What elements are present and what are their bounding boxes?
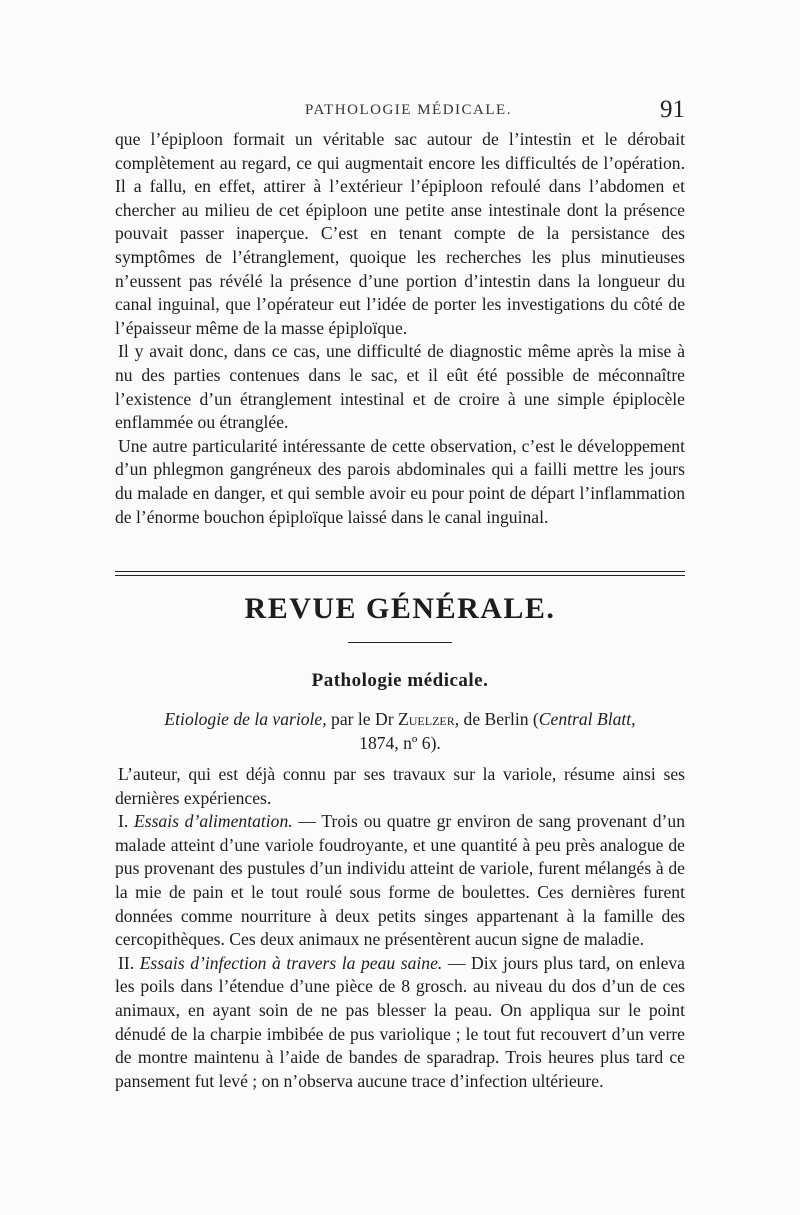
article-item [115, 810, 685, 952]
item-label: II. [118, 952, 135, 973]
article-title: Etiologie de la variole, [164, 709, 327, 729]
running-title: PATHOLOGIE MÉDICALE. [305, 102, 512, 118]
article-lead: L’auteur, qui est déjà connu par ses travaux sur la variole, résume ainsi ses dernières expériences. [115, 764, 685, 808]
journal-name: Central Blatt, [538, 709, 636, 729]
running-head [115, 96, 685, 126]
article-item [115, 952, 685, 1094]
article-text [115, 763, 685, 1093]
paragraph: Il y avait donc, dans ce cas, une difficulté de diagnostic même après la mise à nu des parties contenues dans le sac, et il eût été possible de méconnaître l’existence d’un étranglement intestinal et de croire à une simple épiplocèle enflammée ou étranglée. [115, 341, 685, 433]
intro-text [115, 128, 685, 529]
citation-by: par le [331, 709, 371, 729]
title-underline [348, 642, 452, 643]
paragraph: Une autre particularité intéressante de cette observation, c’est le développement d’un phlegmon gangréneux des parois abdominales qui a failli mettre les jours du malade en danger, et qui semble avoir eu pour point de départ l’inflammation de l’énorme bouchon épiploïque laissé dans le canal inguinal. [115, 435, 685, 527]
item-title: Essais d’alimentation. [133, 811, 293, 832]
divider-line [115, 575, 685, 576]
item-text: — Dix jours plus tard, on enleva les poils dans l’étendue d’une pièce de 8 grosch. au niveau du dos d’un de ces animaux, en ayant soin de ne pas blesser la peau. On appliqua sur le point dénudé de la charpie imbibée de pus variolique ; le tout fut recouvert d’un verre de montre maintenu à l’aide de bandes de sparadrap. Trois heures plus tard ce pansement fut levé ; on n’observa aucune trace d’infection ultérieure. [115, 952, 685, 1091]
page-number: 91 [660, 96, 685, 123]
citation-details: 1874, nº 6). [359, 733, 441, 753]
author-prefix: Dr [375, 709, 394, 729]
section-title: REVUE GÉNÉRALE. [244, 592, 556, 625]
item-title: Essais d’infection à travers la peau saine. [139, 952, 443, 973]
paragraph: que l’épiploon formait un véritable sac autour de l’intestin et le dérobait complètement au regard, ce qui augmentait encore les difficultés de l’opération. Il a fallu, en effet, attirer à l’extérieur l’épiploon refoulé dans l’abdomen et chercher au milieu de cet épiploon une petite anse intestinale dont la présence pouvait passer inaperçue. C’est en tenant compte de la persistance des symptômes de l’étranglement, quoique les recherches les plus minutieuses n’eussent pas révélé la présence d’une portion d’intestin dans la longueur du canal inguinal, que l’opérateur eut l’idée de porter les investigations du côté de l’épaisseur même de la masse épiploïque. [115, 129, 685, 338]
divider-line [115, 571, 685, 572]
section-divider [115, 570, 685, 578]
author-name: Zuelzer, [398, 709, 460, 729]
subsection-title: Pathologie médicale. [311, 670, 489, 691]
item-label: I. [118, 811, 129, 832]
article-citation [115, 707, 685, 755]
citation-location: de Berlin ( [463, 709, 539, 729]
item-text: — Trois ou quatre gr environ de sang provenant d’un malade atteint d’une variole foudroyante, et une quantité à peu près analogue de pus provenant des pustules d’un individu atteint de variole, furent mélangés à de la mie de pain et le tout roulé sous forme de boulettes. Ces dernières furent données comme nourriture à deux petits singes appartenant à la famille des cercopithèques. Ces deux animaux ne présentèrent aucun signe de maladie. [115, 811, 685, 950]
